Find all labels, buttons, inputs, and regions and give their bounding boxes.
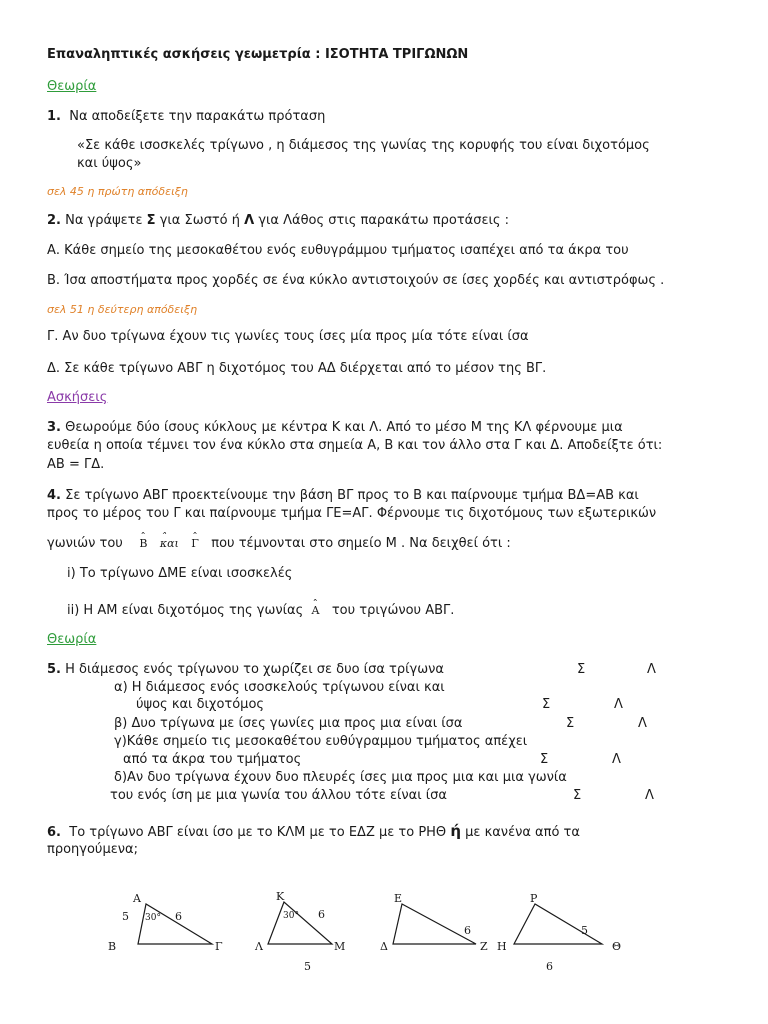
question-2-number: 2. <box>47 213 61 228</box>
triangle-edz <box>380 892 488 953</box>
triangle-edz-top-label: Ε <box>394 892 403 905</box>
question-4-item-ii-text-b: του τριγώνου ΑΒΓ. <box>331 603 455 618</box>
triangle-edz-side-right: 6 <box>464 924 471 937</box>
question-5-a-line-1: α) Η διάμεσος ενός ισοσκελούς τρίγωνου είναι και <box>114 680 445 695</box>
triangle-rhth-shape <box>514 904 602 944</box>
question-1-reference: σελ 45 η πρώτη απόδειξη <box>47 185 188 198</box>
question-2-true-letter: Σ <box>146 213 156 228</box>
q5-main-true: Σ <box>577 662 586 677</box>
question-6-text-a: Το τρίγωνο ΑΒΓ είναι ίσο με το ΚΛΜ με το ΕΔΖ με το ΡΗΘ <box>69 825 447 840</box>
question-5-d-line-1: δ)Αν δυο τρίγωνα έχουν δυο πλευρές ίσες μια προς μια και μια γωνία <box>114 770 567 785</box>
triangle-rhth-left-label: Η <box>497 940 507 953</box>
question-4-item-ii-text-a: ii) Η ΑΜ είναι διχοτόμος της γωνίας <box>67 603 304 618</box>
angle-a-symbol: ˆ Α <box>311 604 319 617</box>
q5-main-false: Λ <box>647 662 656 677</box>
question-4-item-i: i) Το τρίγωνο ΔΜΕ είναι ισοσκελές <box>67 566 293 581</box>
question-6-or: ή <box>450 822 461 840</box>
triangle-klm-left-label: Λ <box>255 940 263 953</box>
triangle-abg <box>108 892 223 953</box>
question-4-item-ii <box>67 602 454 619</box>
triangle-klm-bottom-label: 5 <box>304 960 311 973</box>
question-6-number: 6. <box>47 825 61 840</box>
section-theory-2: Θεωρία <box>47 632 97 647</box>
q5-d-true: Σ <box>573 788 582 803</box>
question-4-line-2: προς το μέρος του Γ και παίρνουμε τμήμα ΓΕ=ΑΓ. Φέρνουμε τις διχοτόμους των εξωτερικών <box>47 506 657 521</box>
question-2-statement-c: Γ. Αν δυο τρίγωνα έχουν τις γωνίες τους ίσες μία προς μία τότε είναι ίσα <box>47 329 529 344</box>
triangles-figure <box>0 880 768 1020</box>
question-2-reference: σελ 51 η δεύτερη απόδειξη <box>47 303 198 316</box>
question-1 <box>47 108 325 125</box>
question-4-number: 4. <box>47 488 61 503</box>
question-3-line-2: ευθεία η οποία τέμνει τον ένα κύκλο στα σημεία Α, Β και τον άλλο στα Γ και Δ. Αποδείξτε ότι: <box>47 438 663 453</box>
question-4-text-3b: που τέμνονται στο σημείο Μ . Να δειχθεί ότι : <box>211 536 511 551</box>
question-5-c-line-1: γ)Κάθε σημείο τις μεσοκαθέτου ευθύγραμμου τμήματος απέχει <box>114 734 528 749</box>
triangle-rhth-top-label: Ρ <box>530 892 538 905</box>
q5-c-true: Σ <box>540 752 549 767</box>
triangle-abg-angle: 30° <box>145 913 161 923</box>
question-2-pre: Να γράψετε <box>65 213 143 228</box>
question-2-mid: για Σωστό ή <box>159 213 240 228</box>
question-2-statement-b: Β. Ίσα αποστήματα προς χορδές σε ένα κύκλο αντιστοιχούν σε ίσες χορδές και αντιστρόφως . <box>47 273 665 288</box>
q5-a-true: Σ <box>542 697 551 712</box>
page-title: Επαναληπτικές ασκήσεις γεωμετρία : ΙΣΟΤΗΤΑ ΤΡΙΓΩΝΩΝ <box>47 47 469 62</box>
question-1-quote-line-2: και ύψος» <box>77 156 142 171</box>
angle-b-symbol: ˆ Β <box>139 537 147 550</box>
triangle-abg-left-label: Β <box>108 940 117 953</box>
question-1-number: 1. <box>47 109 61 124</box>
question-2 <box>47 212 509 229</box>
triangle-edz-right-label: Ζ <box>480 940 488 953</box>
triangle-edz-left-label: Δ <box>380 940 388 953</box>
question-4-text-1: Σε τρίγωνο ΑΒΓ προεκτείνουμε την βάση ΒΓ προς το Β και παίρνουμε τμήμα ΒΔ=ΑΒ και <box>65 488 639 503</box>
triangle-rhth <box>497 892 621 973</box>
triangle-klm <box>254 890 345 973</box>
angle-conjunction: ˆ και <box>160 537 179 550</box>
question-5-main-text: Η διάμεσος ενός τρίγωνου το χωρίζει σε δυο ίσα τρίγωνα <box>65 662 444 677</box>
question-4-line-3 <box>47 535 511 552</box>
question-2-statement-d: Δ. Σε κάθε τρίγωνο ΑΒΓ η διχοτόμος του ΑΔ διέρχεται από το μέσον της ΒΓ. <box>47 361 547 376</box>
triangle-rhth-bottom-label: 6 <box>546 960 553 973</box>
question-3-number: 3. <box>47 420 61 435</box>
question-5-b: β) Δυο τρίγωνα με ίσες γωνίες μια προς μια είναι ίσα <box>114 716 463 731</box>
question-3-line-1 <box>47 419 623 436</box>
question-5-d-line-2: του ενός ίση με μια γωνία του άλλου τότε είναι ίσα <box>110 788 447 803</box>
question-5-number: 5. <box>47 662 61 677</box>
triangle-klm-top-label: Κ <box>276 890 285 903</box>
question-3-text-1: Θεωρούμε δύο ίσους κύκλους με κέντρα Κ και Λ. Από το μέσο Μ της ΚΛ φέρνουμε μια <box>65 420 623 435</box>
q5-b-false: Λ <box>638 716 647 731</box>
q5-c-false: Λ <box>612 752 621 767</box>
question-5-c-line-2: από τα άκρα του τμήματος <box>123 752 302 767</box>
q5-d-false: Λ <box>645 788 654 803</box>
triangle-abg-top-label: Α <box>133 892 141 905</box>
triangle-abg-side-right: 6 <box>175 910 182 923</box>
triangle-klm-angle: 30° <box>283 911 299 921</box>
angle-g-symbol: ˆ Γ <box>191 537 199 550</box>
triangle-klm-side-right: 6 <box>318 908 325 921</box>
question-4-text-3a: γωνιών του <box>47 536 123 551</box>
question-1-quote-line-1: «Σε κάθε ισοσκελές τρίγωνο , η διάμεσος της γωνίας της κορυφής του είναι διχοτόμος <box>77 138 650 153</box>
question-1-text: Να αποδείξετε την παρακάτω πρόταση <box>69 109 326 124</box>
question-6-text-b: με κανένα από τα <box>465 825 580 840</box>
section-theory-1: Θεωρία <box>47 79 97 94</box>
triangle-rhth-side-right: 5 <box>581 924 588 937</box>
triangle-abg-right-label: Γ <box>215 940 223 953</box>
question-2-statement-a: Α. Κάθε σημείο της μεσοκαθέτου ενός ευθυγράμμου τμήματος ισαπέχει από τα άκρα του <box>47 243 629 258</box>
question-2-post: για Λάθος στις παρακάτω προτάσεις : <box>258 213 510 228</box>
triangle-klm-right-label: Μ <box>334 940 346 953</box>
question-3-line-3: ΑΒ = ΓΔ. <box>47 457 105 472</box>
section-exercises: Ασκήσεις <box>47 390 108 405</box>
question-6-line-1 <box>47 823 580 841</box>
question-4-line-1 <box>47 487 639 504</box>
question-5-main <box>47 661 444 678</box>
question-2-false-letter: Λ <box>244 213 255 228</box>
question-5-a-line-2: ύψος και διχοτόμος <box>136 697 265 712</box>
triangle-abg-side-left: 5 <box>122 910 129 923</box>
question-6-line-2: προηγούμενα; <box>47 842 138 857</box>
triangle-rhth-right-label: Θ <box>612 940 622 953</box>
q5-b-true: Σ <box>566 716 575 731</box>
q5-a-false: Λ <box>614 697 623 712</box>
